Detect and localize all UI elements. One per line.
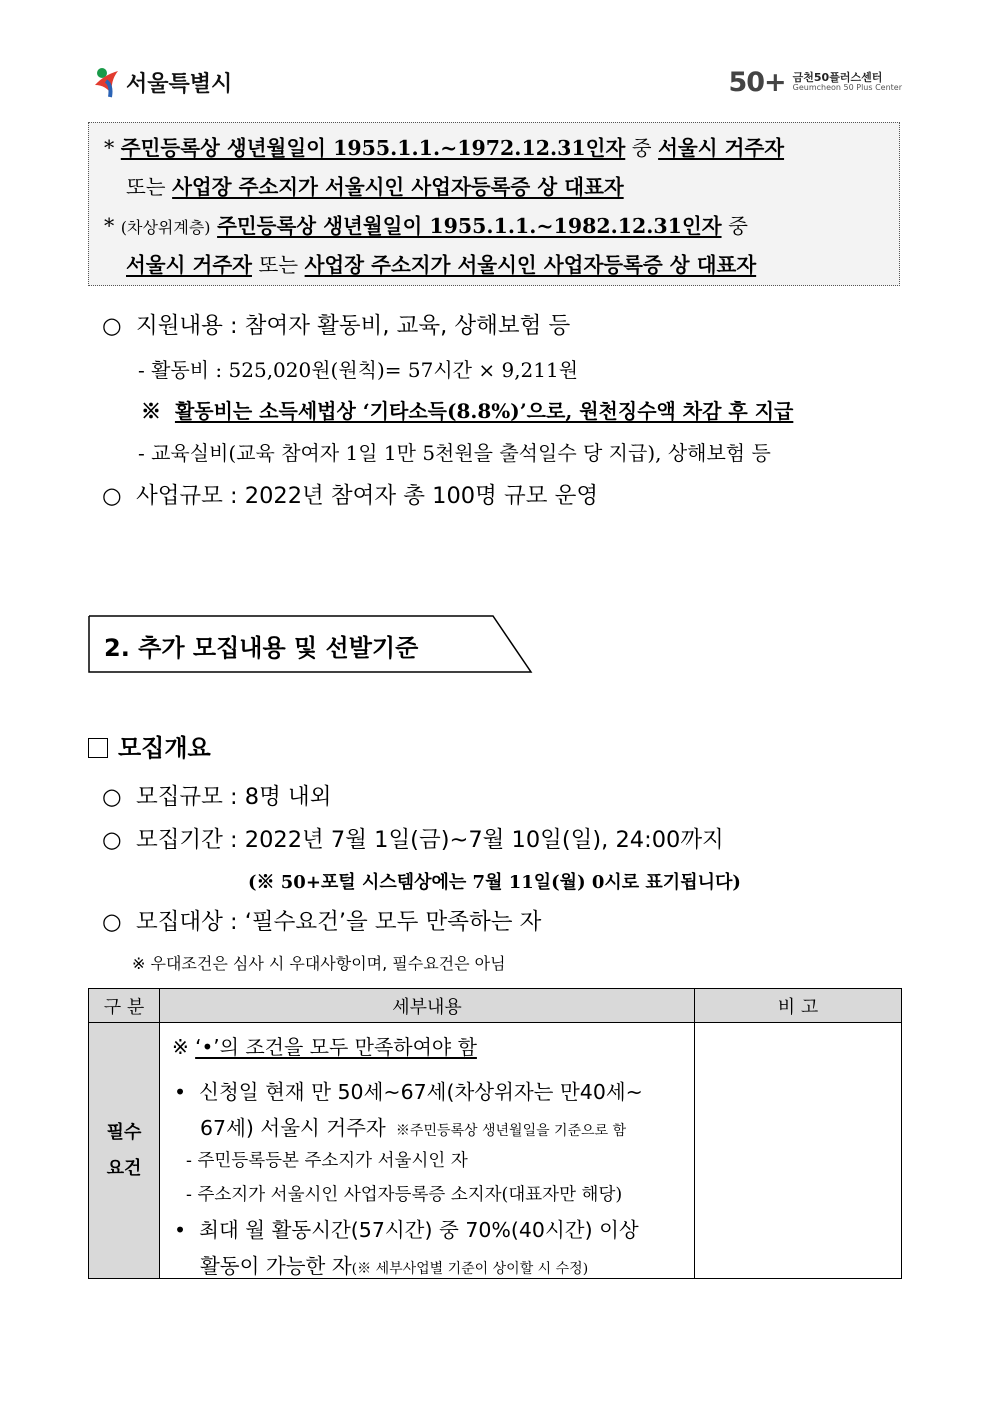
overview-heading bbox=[88, 728, 211, 763]
center-logo-names bbox=[793, 72, 902, 93]
sub-condition-2: - 주소지가 서울시인 사업자등록증 소지자(대표자만 해당) bbox=[186, 1185, 623, 1205]
recruit-scale-item bbox=[102, 779, 331, 811]
center-name-en: Geumcheon 50 Plus Center bbox=[792, 82, 902, 92]
activity-ability-text: 활동이 가능한 자 bbox=[200, 1254, 352, 1278]
reference-mark: ※ bbox=[172, 1035, 196, 1059]
dot-bullet-icon: • bbox=[174, 1080, 187, 1104]
checkbox-square-icon bbox=[88, 738, 108, 758]
header-remarks: 비 고 bbox=[695, 989, 902, 1023]
note-line-2 bbox=[126, 170, 624, 200]
condition-note-text: ‘•’의 조건을 모두 만족하여야 함 bbox=[195, 1035, 477, 1059]
condition-note bbox=[172, 1031, 477, 1060]
preference-note: ※ 우대조건은 심사 시 우대사항이며, 필수요건은 아님 bbox=[132, 954, 506, 973]
recruit-period-text: 모집기간 : 2022년 7월 1일(금)~7월 10일(일), 24:00까지 bbox=[135, 827, 724, 853]
business-owner-condition: 사업장 주소지가 서울시인 사업자등록증 상 대표자 bbox=[172, 175, 624, 199]
activity-fee-line: - 활동비 : 525,020원(원칙)= 57시간 × 9,211원 bbox=[138, 358, 579, 382]
geumcheon-center-logo bbox=[728, 62, 902, 102]
requirement-item-1-line-1 bbox=[174, 1075, 643, 1105]
education-fee-line: - 교육실비(교육 참여자 1일 1만 5천원을 출석일수 당 지급), 상해보험 등 bbox=[138, 441, 771, 465]
section-heading bbox=[88, 615, 534, 673]
activity-fee-note bbox=[141, 395, 793, 424]
header-details: 세부내용 bbox=[160, 989, 695, 1023]
seoul-city-logo bbox=[92, 62, 232, 102]
seoul-resident: 서울시 거주자 bbox=[126, 253, 252, 277]
center-logo-number: 50 bbox=[728, 66, 765, 98]
note-line-4 bbox=[126, 248, 756, 278]
note-text: 또는 bbox=[126, 175, 173, 199]
table-row bbox=[89, 1023, 902, 1279]
business-scale-text: 사업규모 : 2022년 참여자 총 100명 규모 운영 bbox=[135, 483, 599, 509]
tax-note-text: 활동비는 소득세법상 ‘기타소득(8.8%)’으로, 원천징수액 차감 후 지급 bbox=[174, 399, 794, 423]
note-mark: * bbox=[104, 136, 115, 160]
seoul-resident: 서울시 거주자 bbox=[658, 136, 785, 160]
recruit-period-note: (※ 50+포털 시스템상에는 7월 11일(월) 0시로 표기됩니다) bbox=[248, 872, 741, 893]
birthdate-range-1: 주민등록상 생년월일이 1955.1.1.~1972.12.31인자 bbox=[120, 136, 626, 160]
requirements-table bbox=[88, 988, 902, 1279]
age-condition-text: 신청일 현재 만 50세~67세(차상위자는 만40세~ bbox=[199, 1080, 643, 1104]
circle-bullet-icon: ○ bbox=[102, 909, 122, 935]
project-criteria-note: (※ 세부사업별 기준이 상이할 시 수정) bbox=[351, 1261, 589, 1277]
circle-bullet-icon: ○ bbox=[102, 784, 122, 810]
sub-condition-1: - 주민등록등본 주소지가 서울시인 자 bbox=[186, 1151, 468, 1171]
circle-bullet-icon: ○ bbox=[102, 827, 122, 853]
recruit-target-item bbox=[102, 904, 541, 936]
table-header-row bbox=[89, 989, 902, 1023]
circle-bullet-icon: ○ bbox=[102, 483, 122, 509]
note-line-1 bbox=[104, 131, 784, 161]
center-name-kr: 금천50플러스센터 bbox=[792, 70, 883, 84]
overview-title: 모집개요 bbox=[118, 734, 211, 762]
residence-basis-note: ※주민등록상 생년월일을 기준으로 함 bbox=[395, 1123, 627, 1139]
recruit-scale-text: 모집규모 : 8명 내외 bbox=[135, 784, 332, 810]
seoul-emblem-icon bbox=[92, 65, 122, 99]
note-text: 또는 bbox=[251, 253, 305, 277]
note-text: 중 bbox=[625, 136, 659, 160]
support-content-text: 지원내용 : 참여자 활동비, 교육, 상해보험 등 bbox=[135, 313, 571, 339]
center-logo-plus: + bbox=[764, 66, 787, 98]
row-label-line-2: 요건 bbox=[106, 1157, 142, 1179]
support-content-item bbox=[102, 308, 570, 340]
reference-mark: ※ bbox=[141, 399, 161, 423]
note-text: 중 bbox=[721, 214, 748, 238]
dot-bullet-icon: • bbox=[174, 1218, 187, 1242]
seoul-logo-text: 서울특별시 bbox=[126, 71, 233, 97]
requirement-category-cell bbox=[89, 1023, 160, 1279]
requirement-item-2-line-2 bbox=[200, 1249, 588, 1279]
section-title: 2. 추가 모집내용 및 선발기준 bbox=[104, 634, 419, 662]
note-line-3 bbox=[104, 209, 748, 239]
business-owner-condition: 사업장 주소지가 서울시인 사업자등록증 상 대표자 bbox=[304, 253, 757, 277]
low-income-label: (차상위계층) bbox=[120, 218, 211, 237]
circle-bullet-icon: ○ bbox=[102, 313, 122, 339]
note-mark: * bbox=[104, 214, 115, 238]
header-category: 구 분 bbox=[89, 989, 160, 1023]
recruit-target-text: 모집대상 : ‘필수요건’을 모두 만족하는 자 bbox=[135, 909, 542, 935]
recruit-period-item bbox=[102, 822, 724, 854]
requirement-item-2-line-1 bbox=[174, 1213, 639, 1243]
business-scale-item bbox=[102, 478, 598, 510]
activity-hours-text: 최대 월 활동시간(57시간) 중 70%(40시간) 이상 bbox=[199, 1218, 639, 1242]
residence-condition-text: 67세) 서울시 거주자 bbox=[200, 1116, 386, 1140]
requirement-item-1-line-2 bbox=[200, 1111, 626, 1141]
requirement-remarks-cell bbox=[695, 1023, 902, 1279]
birthdate-range-2: 주민등록상 생년월일이 1955.1.1.~1982.12.31인자 bbox=[217, 214, 722, 238]
row-label-line-1: 필수 bbox=[106, 1122, 142, 1144]
requirement-details-cell bbox=[160, 1023, 695, 1279]
